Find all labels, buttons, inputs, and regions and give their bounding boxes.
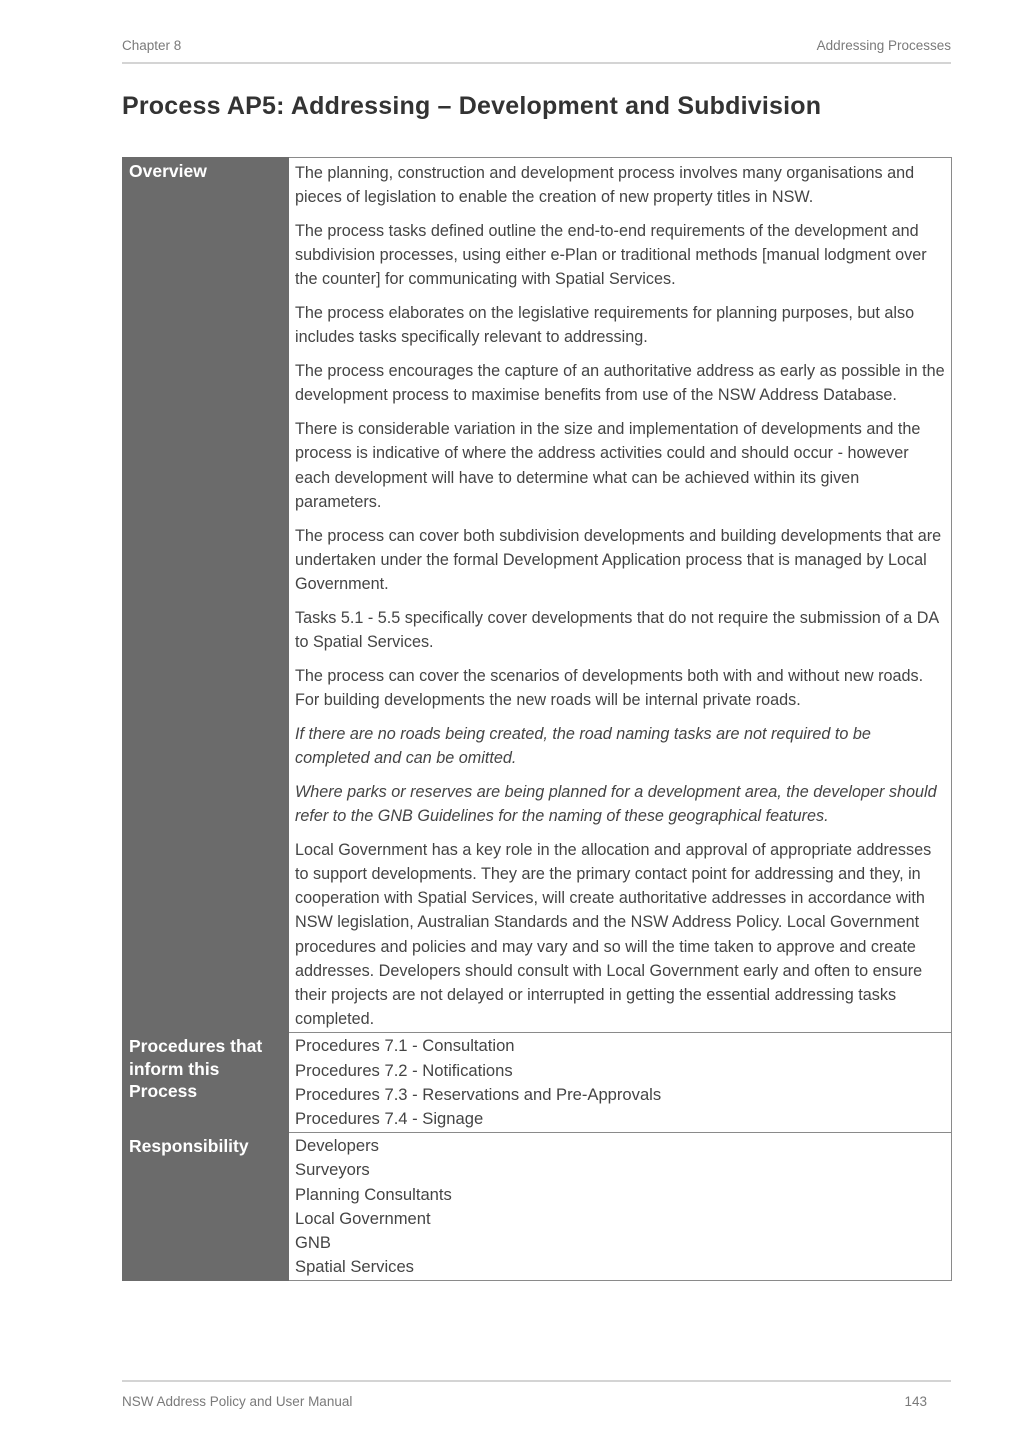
overview-paragraph: The process tasks defined outline the end-to-end requirements of the development and subdivision processes, using either e-Plan or traditional methods [manual lodgment over the counter] for communicating with Spatial Services. <box>295 222 927 289</box>
procedures-label: Procedures that inform this Process <box>123 1033 289 1133</box>
page-title: Process AP5: Addressing – Development and Subdivision <box>122 92 822 120</box>
chapter-label: Chapter 8 <box>122 38 182 53</box>
procedures-row <box>123 1033 952 1133</box>
responsibility-row <box>123 1133 952 1281</box>
page-footer <box>122 1380 951 1409</box>
overview-content <box>289 158 952 1033</box>
overview-paragraph: The process elaborates on the legislative requirements for planning purposes, but also includes tasks specifically relevant to addressing. <box>295 304 915 347</box>
overview-paragraph: The process can cover the scenarios of developments both with and without new roads. For building developments the new roads will be internal private roads. <box>295 666 924 710</box>
overview-paragraph: The planning, construction and development process involves many organisations and pieces of legislation to enable the creation of new property titles in NSW. <box>295 164 915 207</box>
document-title: NSW Address Policy and User Manual <box>122 1394 353 1409</box>
page-number: 143 <box>904 1394 927 1409</box>
overview-paragraph: The process encourages the capture of an authoritative address as early as possible in the development process to maximise benefits from use of the NSW Address Database. <box>295 362 945 405</box>
overview-paragraph: Local Government has a key role in the allocation and approval of appropriate addresses to support developments. They are the primary contact point for addressing and they, in cooperation with Spatial Services, will create authoritative addresses in accordance with NSW legislation, Australian Standards and the NSW Address Policy. Local Government procedures and policies and may vary and so will the time taken to approve and create addresses. Developers should consult with Local Government early and often to ensure their projects are not delayed or interrupted in getting the essential addressing tasks completed. <box>295 840 932 1029</box>
overview-row <box>123 158 952 1033</box>
responsibility-item: Surveyors <box>295 1160 370 1180</box>
procedure-item: Procedures 7.1 - Consultation <box>295 1036 515 1056</box>
procedures-content <box>289 1033 952 1133</box>
page-header <box>122 38 951 64</box>
procedure-item: Procedures 7.3 - Reservations and Pre-Approvals <box>295 1084 662 1104</box>
procedure-item: Procedures 7.2 - Notifications <box>295 1060 513 1080</box>
responsibility-item: Developers <box>295 1136 379 1156</box>
overview-label: Overview <box>123 158 289 1033</box>
process-table <box>122 157 952 1281</box>
overview-paragraph: There is considerable variation in the size and implementation of developments and the process is indicative of where the address activities could and should occur - however each development will have to determine what can be achieved within its given parameters. <box>295 420 921 511</box>
responsibility-item: GNB <box>295 1233 331 1253</box>
responsibility-item: Local Government <box>295 1208 431 1228</box>
responsibility-label: Responsibility <box>123 1133 289 1281</box>
responsibility-content <box>289 1133 952 1281</box>
section-label: Addressing Processes <box>816 38 951 53</box>
overview-note: Where parks or reserves are being planned for a development area, the developer should refer to the GNB Guidelines for the naming of these geographical features. <box>295 782 937 826</box>
responsibility-item: Planning Consultants <box>295 1184 452 1204</box>
overview-note: If there are no roads being created, the road naming tasks are not required to be completed and can be omitted. <box>295 724 871 768</box>
responsibility-item: Spatial Services <box>295 1257 414 1277</box>
overview-paragraph: Tasks 5.1 - 5.5 specifically cover developments that do not require the submission of a DA to Spatial Services. <box>295 608 939 652</box>
overview-paragraph: The process can cover both subdivision developments and building developments that are undertaken under the formal Development Application process that is managed by Local Government. <box>295 526 942 594</box>
procedure-item: Procedures 7.4 - Signage <box>295 1109 484 1129</box>
